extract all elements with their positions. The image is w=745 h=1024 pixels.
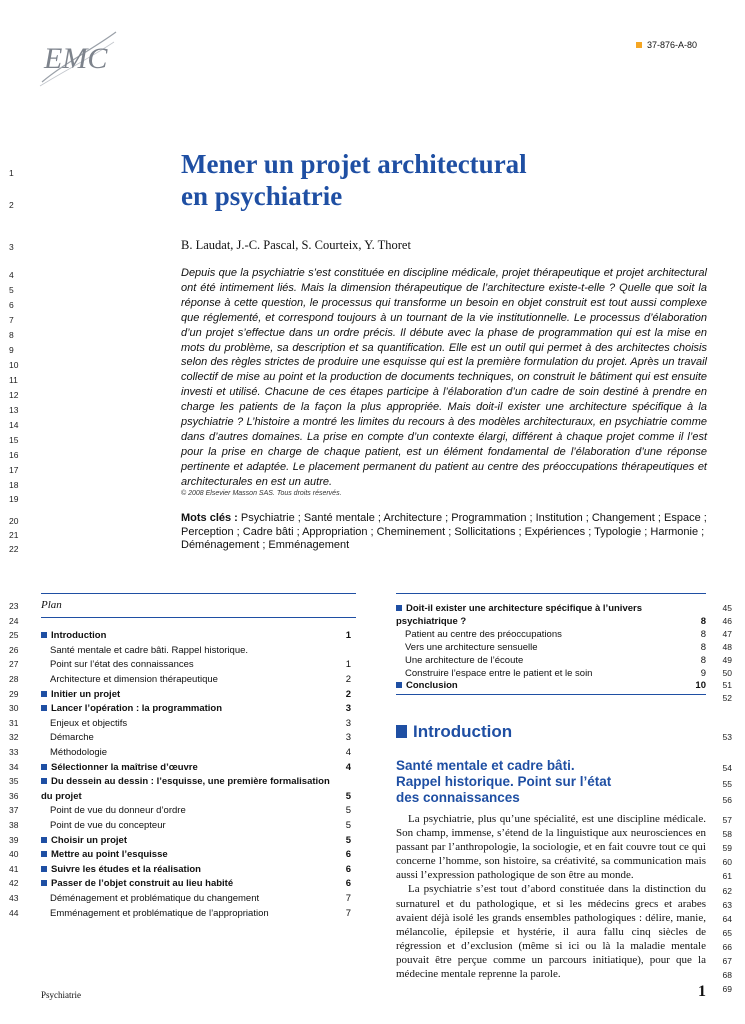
line-number: 64 [722, 913, 732, 924]
line-number: 35 [9, 776, 19, 787]
toc-page-number: 4 [345, 761, 351, 773]
line-number: 28 [9, 674, 19, 684]
toc-subsection-item[interactable]: Démarche [50, 732, 94, 744]
toc-page-number: 5 [345, 805, 351, 817]
line-number: 25 [9, 630, 19, 641]
line-number: 27 [9, 659, 19, 670]
plan-title-underline [41, 617, 356, 618]
toc-page-number: 8 [700, 615, 706, 627]
toc-subsection-item[interactable]: Architecture et dimension thérapeutique [50, 674, 218, 685]
line-number: 23 [9, 601, 19, 611]
keywords [181, 512, 707, 553]
toc-section-item[interactable]: Sélectionner la maîtrise d’œuvre [41, 762, 198, 773]
section-marker-icon [396, 725, 407, 738]
plan-title: Plan [41, 599, 62, 611]
toc-section-item[interactable]: Choisir un projet [41, 835, 127, 846]
toc-section-item[interactable]: du projet [41, 790, 82, 802]
line-number: 4 [9, 270, 14, 280]
line-number: 19 [9, 494, 19, 504]
line-number: 46 [722, 615, 732, 626]
line-number: 44 [9, 907, 19, 918]
toc-section-item[interactable]: Du dessein au dessin : l’esquisse, une première formalisation [41, 776, 330, 787]
toc-bullet-icon [41, 705, 47, 711]
line-number: 5 [9, 285, 14, 295]
logo-text: EMC [44, 42, 108, 75]
plan-divider-right [396, 593, 706, 594]
line-number: 50 [722, 667, 732, 678]
line-number: 16 [9, 450, 19, 460]
toc-page-number: 2 [345, 688, 351, 700]
toc-page-number: 2 [345, 674, 351, 685]
line-number: 49 [722, 654, 732, 665]
line-number: 11 [9, 375, 18, 385]
toc-bullet-icon [396, 682, 402, 688]
line-number: 56 [722, 795, 732, 805]
line-number: 60 [722, 857, 732, 868]
line-number: 21 [9, 530, 19, 540]
square-marker-icon [636, 42, 642, 48]
line-number: 29 [9, 688, 19, 699]
toc-section-item[interactable]: Introduction [41, 630, 106, 641]
toc-section-item[interactable]: Suivre les études et la réalisation [41, 864, 201, 875]
toc-page-number: 3 [345, 732, 351, 744]
line-number: 42 [9, 878, 19, 889]
line-number: 58 [722, 829, 732, 840]
toc-section-item[interactable]: Initier un projet [41, 689, 120, 700]
toc-subsection-item[interactable]: Point sur l’état des connaissances [50, 659, 194, 671]
keywords-list: Psychiatrie ; Santé mentale ; Architecture ; Programmation ; Institution ; Changement ; Espace ; Perception ; Cadre bâti ; Appropriation ; Cheminement ; Sollicitations ; Expériences ; Typologie ; Harmonie ; Déménagement ; Emménagement [181, 512, 707, 552]
line-number: 67 [722, 956, 732, 966]
line-number: 62 [722, 885, 732, 896]
toc-subsection-item[interactable]: Point de vue du donneur d’ordre [50, 805, 186, 817]
line-number: 57 [722, 815, 732, 825]
toc-page-number: 8 [700, 628, 706, 640]
keywords-label: Mots clés : [181, 512, 238, 524]
toc-page-number: 4 [345, 747, 351, 758]
toc-right-bottom-rule [396, 694, 706, 695]
line-number: 38 [9, 820, 19, 830]
toc-subsection-item[interactable]: Patient au centre des préoccupations [405, 628, 562, 640]
line-number: 20 [9, 516, 19, 526]
toc-page-number: 1 [345, 659, 351, 671]
journal-name: Psychiatrie [41, 990, 81, 1000]
line-number: 45 [722, 603, 732, 613]
line-number: 65 [722, 927, 732, 938]
line-number: 53 [722, 732, 732, 742]
toc-subsection-item[interactable]: Emménagement et problématique de l’appropriation [50, 907, 269, 919]
toc-section-item[interactable]: Mettre au point l’esquisse [41, 849, 168, 860]
toc-subsection-item[interactable]: Vers une architecture sensuelle [405, 641, 538, 653]
line-number: 9 [9, 345, 14, 355]
line-number: 18 [9, 480, 19, 490]
toc-page-number: 5 [345, 834, 351, 846]
document-id: 37-876-A-80 [636, 40, 697, 50]
line-number: 24 [9, 615, 19, 626]
line-number: 8 [9, 330, 14, 340]
line-number: 12 [9, 390, 19, 400]
line-number: 55 [722, 779, 732, 789]
toc-page-number: 6 [345, 863, 351, 875]
line-number: 10 [9, 360, 19, 370]
toc-subsection-item[interactable]: Déménagement et problématique du changement [50, 893, 260, 904]
toc-bullet-icon [41, 851, 47, 857]
subsection-heading: Santé mentale et cadre bâti. Rappel historique. Point sur l’état des connaissances [396, 758, 612, 805]
toc-bullet-icon [41, 764, 47, 770]
toc-subsection-item[interactable]: Santé mentale et cadre bâti. Rappel historique. [50, 644, 249, 656]
line-number: 48 [722, 641, 732, 652]
toc-section-item[interactable]: Passer de l’objet construit au lieu habité [41, 878, 233, 889]
line-number: 36 [9, 790, 19, 801]
line-number: 32 [9, 732, 19, 743]
line-number: 7 [9, 315, 14, 325]
body-text [396, 812, 706, 981]
toc-page-number: 8 [700, 654, 706, 666]
line-number: 63 [722, 899, 732, 910]
line-number: 13 [9, 405, 19, 415]
line-number: 22 [9, 544, 19, 554]
toc-subsection-item[interactable]: Enjeux et objectifs [50, 717, 128, 729]
toc-bullet-icon [396, 605, 402, 611]
line-number: 34 [9, 761, 19, 772]
toc-page-number: 5 [345, 820, 351, 831]
line-number: 59 [722, 843, 732, 854]
authors: B. Laudat, J.-C. Pascal, S. Courteix, Y. Thoret [181, 238, 411, 252]
line-number: 33 [9, 747, 19, 757]
line-number: 37 [9, 805, 19, 816]
line-number: 41 [9, 863, 19, 874]
line-number: 68 [722, 970, 732, 981]
line-number: 40 [9, 849, 19, 860]
toc-page-number: 5 [345, 790, 351, 802]
line-number: 3 [9, 242, 14, 252]
plan-divider-left [41, 593, 356, 594]
toc-page-number: 10 [695, 680, 706, 692]
line-number: 51 [722, 680, 732, 691]
line-number: 47 [722, 628, 732, 639]
line-number: 30 [9, 703, 19, 714]
line-number: 2 [9, 200, 14, 210]
toc-bullet-icon [41, 866, 47, 872]
toc-subsection-item[interactable]: Une architecture de l’écoute [405, 654, 524, 666]
line-number: 43 [9, 893, 19, 903]
toc-bullet-icon [41, 691, 47, 697]
line-number: 61 [722, 871, 732, 882]
toc-page-number: 3 [345, 717, 351, 729]
copyright: © 2008 Elsevier Masson SAS. Tous droits réservés. [181, 490, 342, 497]
article-title: Mener un projet architectural en psychiatrie [181, 149, 527, 211]
abstract: Depuis que la psychiatrie s’est constituée en discipline médicale, projet thérapeutique et projet architectural ont été intimement liés. Mais la dimension thérapeutique de l’architecture existe-t-elle ? Quelle que soit la réponse à cette question, le processus qui transforme un besoin en objet construit est tout aussi complexe que réglementé, et correspond toujours à un tournant de la vie institutionnelle. Le processus d’élaboration d’un projet s’effectue dans un ordre précis. Il débute avec la phase de programmation qui est la mise en mots du problème, sa description et sa quantification. Elle est un outil qui permet à des architectes choisis selon des règles strictes de produire une esquisse qui est la première formulation du projet. Après un travail collectif de mise au point et la production de documents techniques, on construit le bâtiment qui est ensuite investi et utilisé. Chacune de ces étapes participe à l’élaboration d’un cadre de soin destiné à prendre en charge les patients de la façon la plus appropriée. Mais doit-il exister une architecture spécifique à la psychiatrie ? L’histoire a montré les limites du recours à des modèles architecturaux, en psychiatrie comme dans d’autres domaines. La prise en compte d’un contexte élargi, différent à chaque projet comme il l’est pour la prise en charge de chaque patient, est un élément fondamental de l’élaboration d’une réponse pertinente et adaptée. Le placement permanent du patient au centre des préoccupations thérapeutiques et architecturales en est un autre. [181, 267, 707, 488]
page-number: 1 [698, 983, 706, 1000]
emc-logo [38, 24, 118, 88]
toc-section-item[interactable]: psychiatrique ? [396, 615, 467, 627]
line-number: 1 [9, 168, 14, 178]
toc-subsection-item[interactable]: Méthodologie [50, 747, 108, 758]
toc-section-item[interactable]: Doit-il exister une architecture spécifique à l’univers [396, 603, 642, 614]
toc-page-number: 6 [345, 849, 351, 861]
toc-section-item[interactable]: Conclusion [396, 680, 458, 691]
line-number: 15 [9, 435, 19, 445]
toc-subsection-item[interactable]: Point de vue du concepteur [50, 820, 166, 831]
toc-page-number: 9 [700, 667, 706, 679]
line-number: 6 [9, 300, 14, 310]
line-number: 66 [722, 941, 732, 952]
paragraph-1: La psychiatrie, plus qu’une spécialité, est une discipline médicale. Son champ, immense, s’étend de la linguistique aux neurosciences en passant par l’anthropologie, la sociologie, et en fait couvre tout ce qui concerne l’homme, son histoire, sa créativité, sa communication mais aussi l’expression pathologique de son être au monde. [396, 813, 706, 882]
toc-bullet-icon [41, 778, 47, 784]
toc-page-number: 7 [345, 893, 351, 904]
toc-page-number: 6 [345, 878, 351, 890]
toc-bullet-icon [41, 837, 47, 843]
line-number: 54 [722, 763, 732, 773]
toc-page-number: 8 [700, 641, 706, 653]
line-number: 31 [9, 717, 19, 728]
toc-page-number: 7 [345, 907, 351, 919]
section-heading-introduction: Introduction [396, 722, 512, 742]
toc-section-item[interactable]: Lancer l’opération : la programmation [41, 703, 222, 714]
line-number: 14 [9, 420, 19, 430]
paragraph-2: La psychiatrie s’est tout d’abord constituée dans la distinction du surnaturel et du pathologique, et si les médecins grecs et arabes avaient déjà isolé les grands ensembles pathologiques : délire, manie, mélancolie, épilepsie et hystérie, il aura fallu cinq siècles de régression et d’exclusion (même si ici ou là la maladie mentale pouvait être perçue comme un parcours initiatique), pour que la médecine mentale reprenne la parole. [396, 883, 706, 981]
line-number: 39 [9, 834, 19, 845]
line-number: 26 [9, 644, 19, 655]
toc-page-number: 3 [345, 703, 351, 715]
line-number: 52 [722, 693, 732, 704]
toc-subsection-item[interactable]: Construire l’espace entre le patient et le soin [405, 667, 593, 679]
toc-bullet-icon [41, 632, 47, 638]
line-number: 17 [9, 465, 19, 475]
line-number: 69 [722, 984, 732, 995]
toc-page-number: 1 [345, 630, 351, 642]
toc-bullet-icon [41, 880, 47, 886]
